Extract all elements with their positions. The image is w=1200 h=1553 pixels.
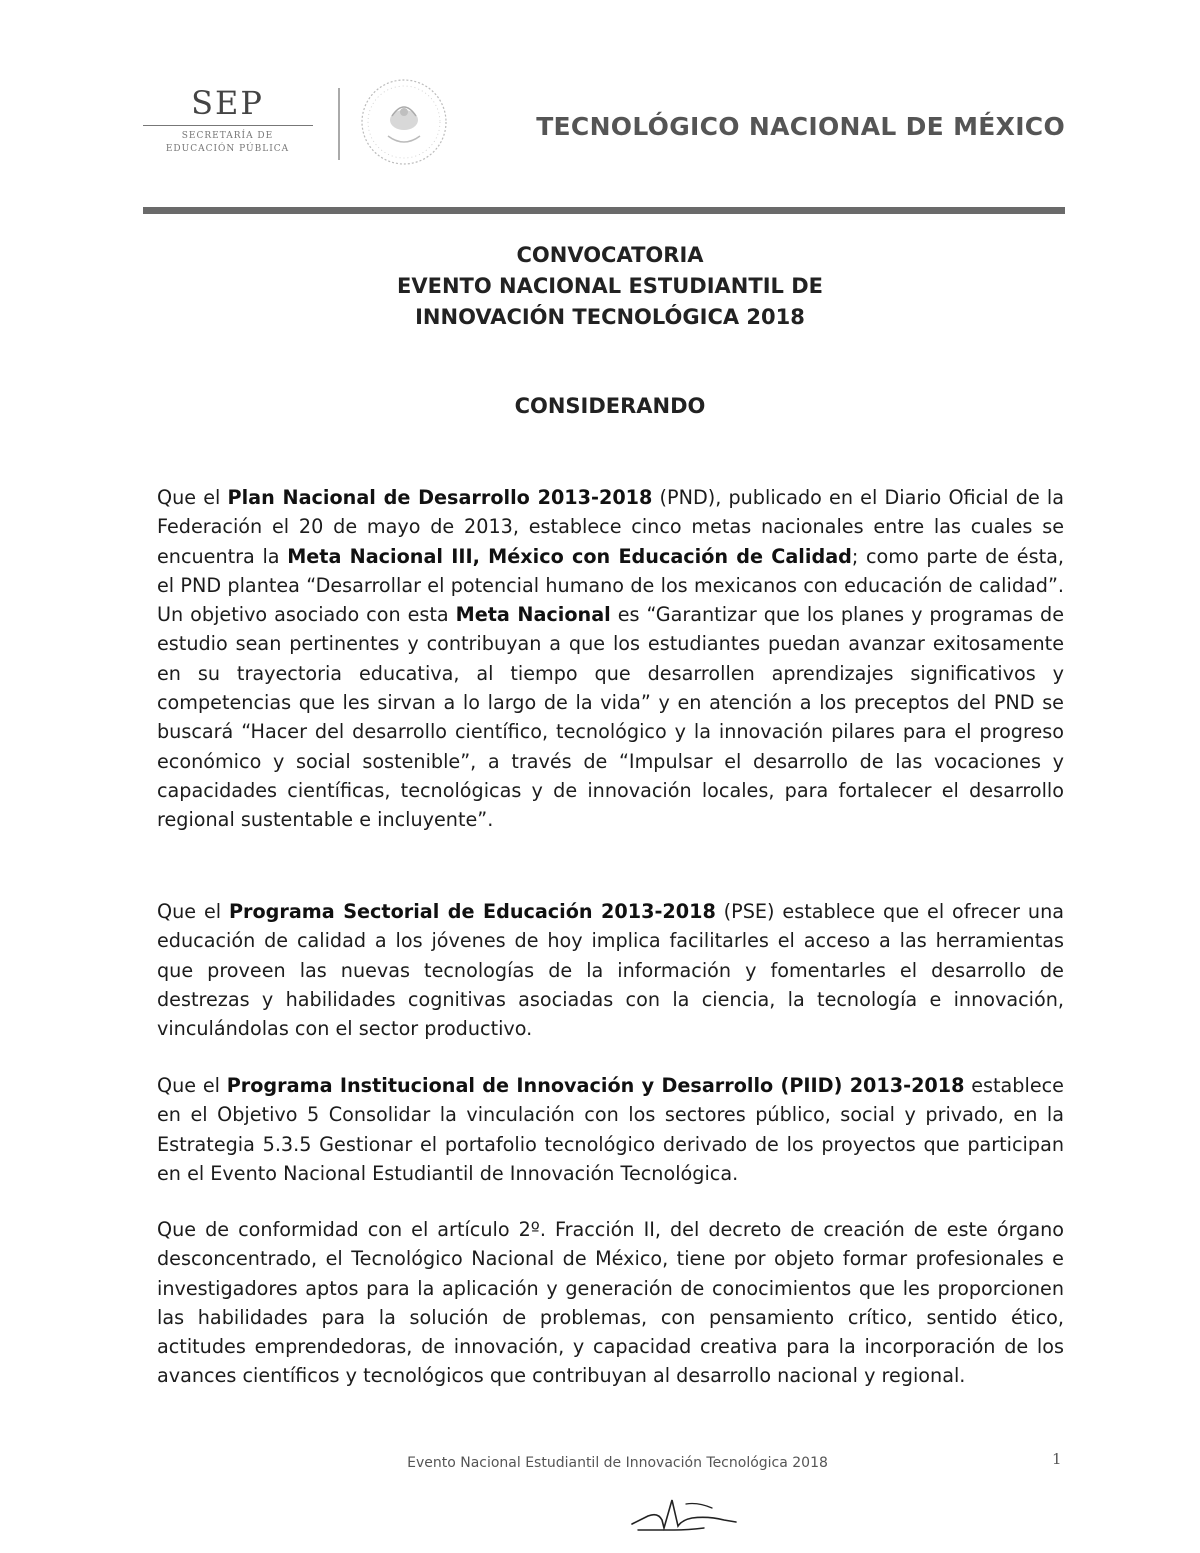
paragraph-text: (PND), publicado en el Diario Oficial de la Federación el 20 de mayo de 2013, establece cinco metas nacionales entre las cuales se encuentra la [157,486,1065,568]
paragraph-text: Que el [157,900,229,923]
header-bar [143,207,1065,214]
footer-text: Evento Nacional Estudiantil de Innovación Tecnológica 2018 [407,1455,828,1471]
document-header [140,70,1065,180]
paragraph-text: establece en el Objetivo 5 Consolidar la vinculación con los sectores público, social y privado, en la Estrategia 5.3.5 Gestionar el portafolio tecnológico derivado de los proyectos que participan en el Evento Nacional Estudiantil de Innovación Tecnológica. [157,1074,1064,1185]
coat-of-arms-seal-icon [358,76,450,168]
paragraph-text: ; como parte de ésta, el PND plantea “Desarrollar el potencial humano de los mexicanos con educación de calidad”. Un objetivo asociado con esta [157,544,1064,627]
bold-phrase: Meta Nacional [455,603,611,627]
paragraph-text: Que el [157,1074,227,1097]
bold-phrase: Programa Institucional de Innovación y Desarrollo (PIID) 2013-2018 [226,1074,965,1097]
bold-phrase: Programa Sectorial de Educación 2013-2018 [228,900,716,923]
section-heading: CONSIDERANDO [514,394,706,418]
signature-icon [628,1490,738,1538]
paragraph-pnd [157,483,1064,835]
title-line-2: EVENTO NACIONAL ESTUDIANTIL DE [397,274,823,298]
paragraph-pse [157,897,1064,1043]
logo-divider [338,88,340,160]
sep-subtitle-line2: EDUCACIÓN PÚBLICA [165,144,290,154]
document-title [0,240,1200,333]
paragraph-text: Que el [157,486,228,509]
paragraph-text: (PSE) establece que el ofrecer una educación de calidad a los jóvenes de hoy implica facilitarles el acceso a las herramientas que proveen las nuevas tecnologías de la información y fomentarles el desarrollo de destrezas y habilidades cognitivas asociadas con la ciencia, la tecnología e innovación, vinculándolas con el sector productivo. [157,900,1064,1041]
paragraph-text: Que de conformidad con el artículo 2º. Fracción II, del decreto de creación de este órgano desconcentrado, el Tecnológico Nacional de México, tiene por objeto formar profesionales e investigadores aptos para la aplicación y generación de conocimientos que les proporcionen las habilidades para la solución de problemas, con pensamiento crítico, sentido ético, actitudes emprendedoras, de innovación, y capacidad creativa para la incorporación de los avances científicos y tecnológicos que contribuyan al desarrollo nacional y regional. [157,1218,1064,1388]
title-line-3: INNOVACIÓN TECNOLÓGICA 2018 [415,305,805,329]
sep-acronym: SEP [191,84,264,122]
bold-phrase: Plan Nacional de Desarrollo 2013-2018 [227,486,653,509]
sep-subtitle-line1: SECRETARÍA DE [181,131,274,141]
sep-logo-rule [143,125,313,126]
title-line-1: CONVOCATORIA [516,243,704,267]
sep-logo [140,85,315,175]
institution-name: TECNOLÓGICO NACIONAL DE MÉXICO [536,112,1065,141]
bold-phrase: Meta Nacional III, México con Educación de Calidad [287,544,852,568]
paragraph-decree [157,1215,1064,1391]
page-number: 1 [1052,1450,1062,1468]
paragraph-piid [157,1071,1064,1188]
paragraph-text: es “Garantizar que los planes y programas de estudio sean pertinentes y contribuyan a que los estudiantes puedan avanzar exitosamente en su trayectoria educativa, al tiempo que desarrollen aprendizajes significativos y competencias que les sirvan a lo largo de la vida” y en atención a los preceptos del PND se buscará “Hacer del desarrollo científico, tecnológico y la innovación pilares para el progreso económico y social sostenible”, a través de “Impulsar el desarrollo de las vocaciones y capacidades científicas, tecnológicas y de innovación locales, para fortalecer el desarrollo regional sustentable e incluyente”. [157,603,1065,832]
